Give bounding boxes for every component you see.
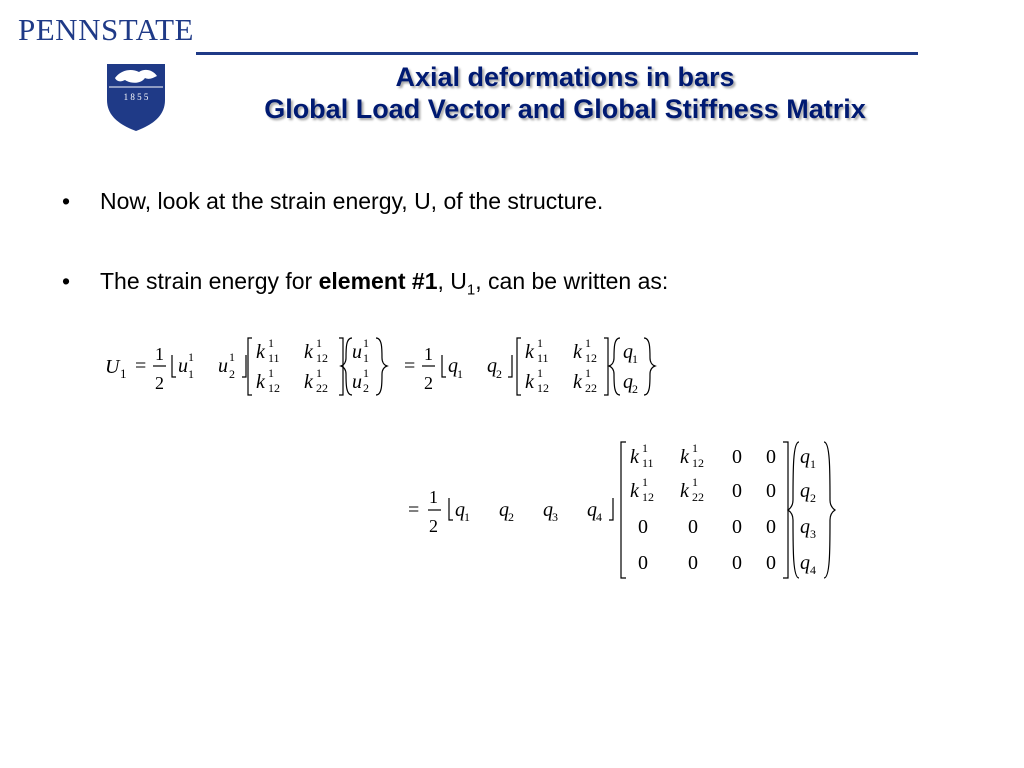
svg-text:2: 2	[496, 367, 502, 381]
svg-text:k: k	[525, 341, 534, 363]
svg-text:0: 0	[732, 552, 742, 574]
svg-text:3: 3	[810, 527, 816, 541]
svg-text:0: 0	[766, 480, 776, 502]
svg-text:1: 1	[155, 344, 164, 364]
svg-text:0: 0	[766, 552, 776, 574]
svg-text:1: 1	[457, 367, 463, 381]
svg-text:3: 3	[552, 510, 558, 524]
svg-text:q: q	[800, 552, 810, 574]
svg-text:u: u	[352, 341, 362, 363]
svg-text:k: k	[304, 341, 313, 363]
svg-text:0: 0	[638, 516, 648, 538]
svg-text:0: 0	[688, 552, 698, 574]
svg-text:2: 2	[429, 516, 438, 536]
svg-text:2: 2	[810, 491, 816, 505]
svg-text:1: 1	[363, 366, 369, 380]
svg-text:=: =	[404, 355, 416, 377]
svg-text:2: 2	[632, 382, 638, 396]
svg-text:q: q	[499, 499, 509, 521]
svg-text:2: 2	[363, 381, 369, 395]
svg-text:11: 11	[642, 456, 654, 470]
svg-text:1: 1	[642, 475, 648, 489]
svg-text:2: 2	[229, 367, 235, 381]
svg-text:u: u	[352, 371, 362, 393]
svg-text:1: 1	[120, 366, 127, 381]
svg-text:1: 1	[537, 336, 543, 350]
bold-text: element #1	[318, 268, 438, 294]
svg-text:4: 4	[810, 563, 816, 577]
svg-text:12: 12	[316, 351, 328, 365]
svg-text:22: 22	[585, 381, 597, 395]
svg-text:1: 1	[363, 351, 369, 365]
svg-text:q: q	[623, 371, 633, 393]
svg-text:k: k	[630, 446, 639, 468]
svg-text:k: k	[256, 371, 265, 393]
svg-text:1: 1	[464, 510, 470, 524]
pennstate-wordmark: PENNSTATE	[18, 12, 194, 47]
svg-text:k: k	[256, 341, 265, 363]
svg-text:1: 1	[316, 336, 322, 350]
svg-text:1: 1	[585, 336, 591, 350]
svg-text:4: 4	[596, 510, 602, 524]
svg-text:q: q	[800, 446, 810, 468]
svg-text:0: 0	[766, 446, 776, 468]
svg-text:0: 0	[732, 480, 742, 502]
seal-year: 1 8 5 5	[123, 92, 149, 102]
svg-text:1: 1	[585, 366, 591, 380]
svg-text:k: k	[680, 446, 689, 468]
svg-text:22: 22	[692, 490, 704, 504]
title-line-2: Global Load Vector and Global Stiffness Matrix	[264, 94, 866, 125]
svg-text:22: 22	[316, 381, 328, 395]
svg-text:q: q	[587, 499, 597, 521]
svg-text:0: 0	[688, 516, 698, 538]
svg-text:0: 0	[638, 552, 648, 574]
svg-text:1: 1	[268, 336, 274, 350]
svg-text:1: 1	[424, 344, 433, 364]
svg-text:12: 12	[642, 490, 654, 504]
svg-text:2: 2	[155, 373, 164, 393]
svg-text:q: q	[800, 480, 810, 502]
svg-text:k: k	[304, 371, 313, 393]
svg-text:q: q	[543, 499, 553, 521]
eq1-lhs: U	[105, 356, 120, 378]
svg-text:1: 1	[692, 475, 698, 489]
svg-text:1: 1	[229, 350, 235, 364]
svg-text:u: u	[218, 355, 228, 377]
svg-text:1: 1	[632, 352, 638, 366]
svg-text:q: q	[487, 355, 497, 377]
svg-text:1: 1	[316, 366, 322, 380]
svg-text:1: 1	[363, 336, 369, 350]
bullet-text: The strain energy for element #1, $U_1$, can be written as:	[100, 268, 669, 299]
svg-text:0: 0	[732, 446, 742, 468]
svg-text:0: 0	[732, 516, 742, 538]
svg-text:12: 12	[268, 381, 280, 395]
svg-text:1: 1	[188, 367, 194, 381]
bullet-dot: •	[62, 188, 71, 214]
svg-text:11: 11	[537, 351, 549, 365]
svg-text:0: 0	[766, 516, 776, 538]
svg-text:12: 12	[537, 381, 549, 395]
svg-text:q: q	[800, 516, 810, 538]
svg-text:k: k	[573, 371, 582, 393]
svg-text:1: 1	[810, 457, 816, 471]
svg-text:1: 1	[188, 350, 194, 364]
svg-text:k: k	[525, 371, 534, 393]
bullet-dot: •	[62, 268, 71, 294]
svg-text:12: 12	[692, 456, 704, 470]
svg-text:q: q	[448, 355, 458, 377]
svg-text:k: k	[680, 480, 689, 502]
svg-text:1: 1	[642, 441, 648, 455]
svg-text:2: 2	[424, 373, 433, 393]
svg-text:u: u	[178, 355, 188, 377]
svg-text:1: 1	[692, 441, 698, 455]
svg-text:k: k	[573, 341, 582, 363]
svg-text:k: k	[630, 480, 639, 502]
svg-text:11: 11	[268, 351, 280, 365]
svg-text:q: q	[623, 341, 633, 363]
svg-text:1: 1	[429, 487, 438, 507]
svg-text:q: q	[455, 499, 465, 521]
svg-text:=: =	[135, 355, 147, 377]
svg-text:1: 1	[537, 366, 543, 380]
title-line-1: Axial deformations in bars	[395, 62, 735, 92]
bullet-text: Now, look at the strain energy, U, of the structure.	[100, 188, 604, 214]
svg-text:2: 2	[508, 510, 514, 524]
svg-text:=: =	[408, 499, 420, 521]
svg-text:1: 1	[268, 366, 274, 380]
svg-text:12: 12	[585, 351, 597, 365]
